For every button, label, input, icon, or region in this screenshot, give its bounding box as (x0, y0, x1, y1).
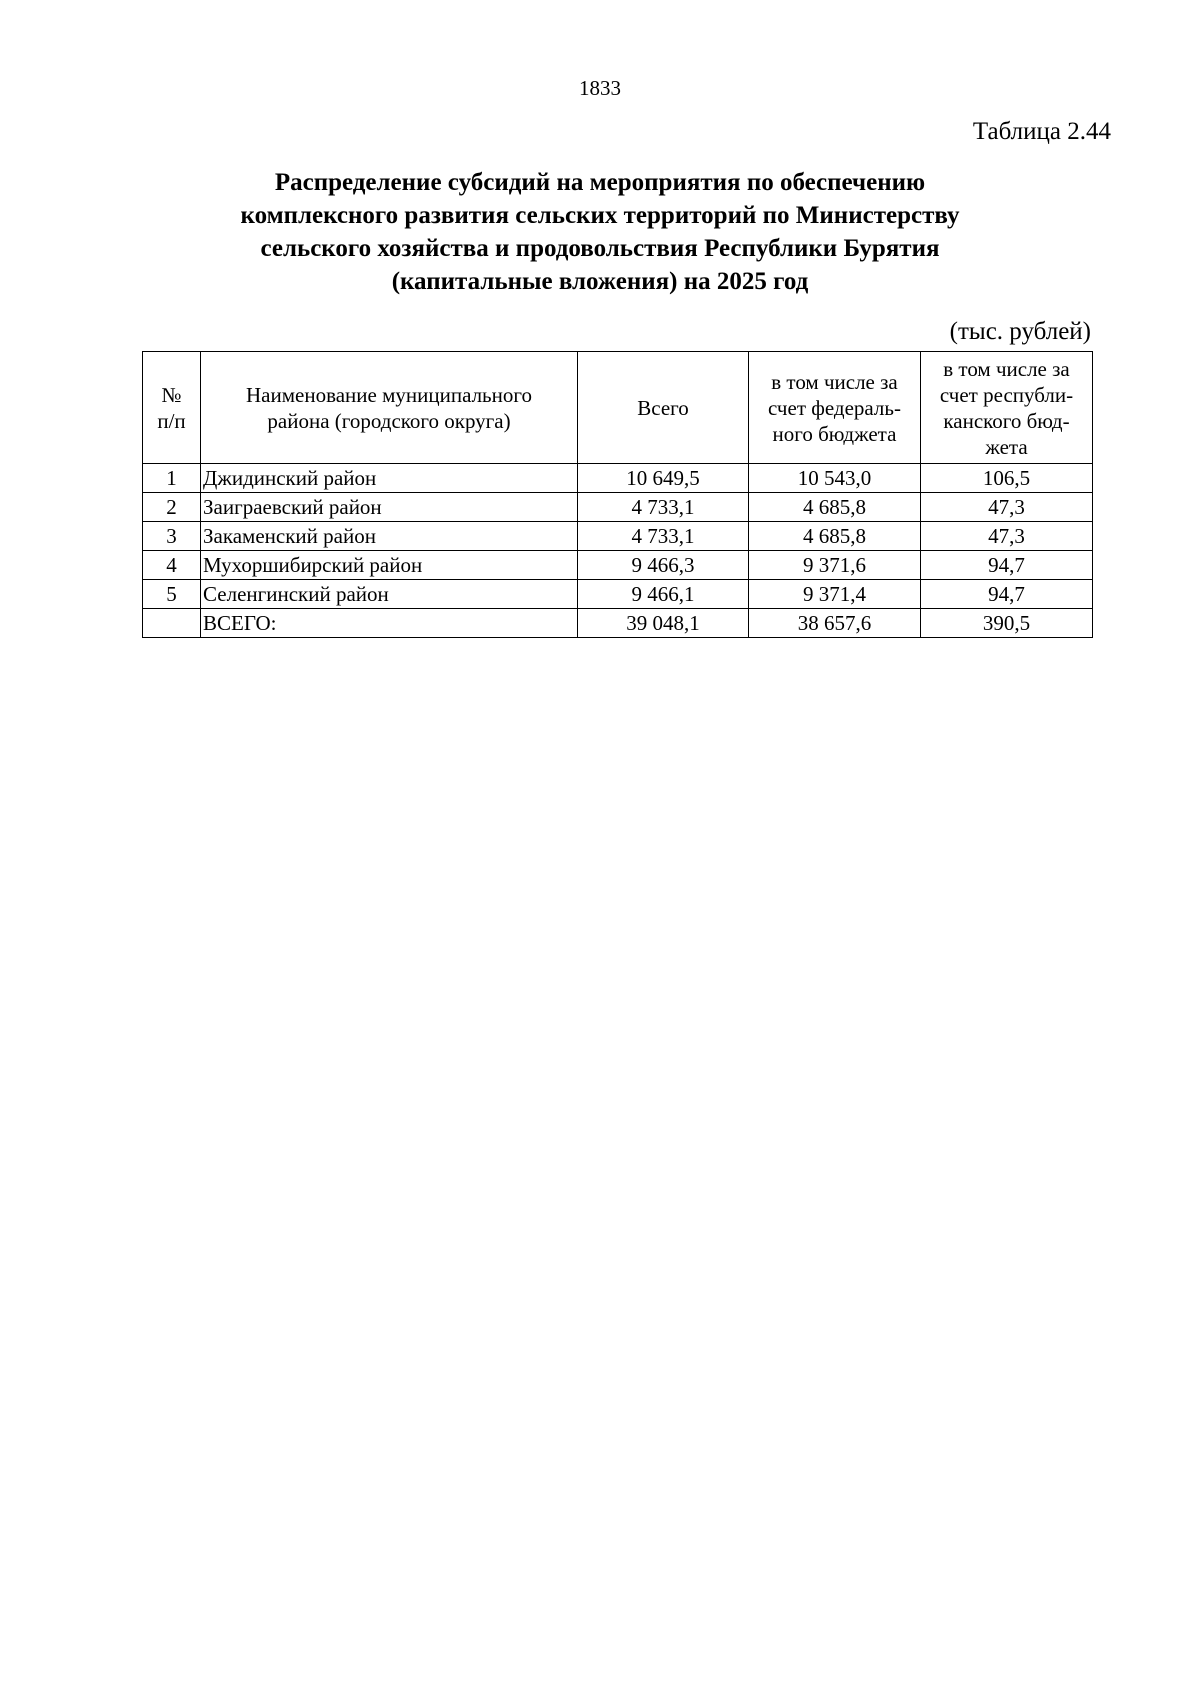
row-republic: 47,3 (921, 522, 1093, 551)
row-district: Мухоршибирский район (201, 551, 578, 580)
row-num: 5 (143, 580, 201, 609)
row-federal: 9 371,4 (749, 580, 921, 609)
row-federal: 9 371,6 (749, 551, 921, 580)
title-line: сельского хозяйства и продовольствия Республики Бурятия (260, 235, 940, 262)
table-row (143, 464, 1093, 493)
row-total: 10 649,5 (578, 464, 749, 493)
total-republic: 390,5 (921, 609, 1093, 638)
row-federal: 4 685,8 (749, 522, 921, 551)
total-num (143, 609, 201, 638)
row-district: Джидинский район (201, 464, 578, 493)
table-row (143, 493, 1093, 522)
title-line: Распределение субсидий на мероприятия по обеспечению (274, 169, 926, 196)
row-republic: 47,3 (921, 493, 1093, 522)
total-label: ВСЕГО: (201, 609, 578, 638)
row-num: 1 (143, 464, 201, 493)
total-sum: 39 048,1 (578, 609, 749, 638)
table-total-row (143, 609, 1093, 638)
units-label: (тыс. рублей) (949, 318, 1091, 345)
row-republic: 106,5 (921, 464, 1093, 493)
title-line: (капитальные вложения) на 2025 год (391, 268, 809, 295)
row-district: Закаменский район (201, 522, 578, 551)
row-republic: 94,7 (921, 551, 1093, 580)
row-federal: 10 543,0 (749, 464, 921, 493)
row-federal: 4 685,8 (749, 493, 921, 522)
header-total: Всего (578, 352, 749, 464)
total-federal: 38 657,6 (749, 609, 921, 638)
row-num: 2 (143, 493, 201, 522)
row-total: 4 733,1 (578, 493, 749, 522)
page-number: 1833 (579, 76, 621, 100)
table-row (143, 551, 1093, 580)
header-num: № п/п (143, 352, 201, 464)
row-num: 3 (143, 522, 201, 551)
row-district: Селенгинский район (201, 580, 578, 609)
row-republic: 94,7 (921, 580, 1093, 609)
table-row (143, 522, 1093, 551)
header-name: Наименование муниципального района (городского округа) (201, 352, 578, 464)
row-num: 4 (143, 551, 201, 580)
row-total: 9 466,1 (578, 580, 749, 609)
row-district: Заиграевский район (201, 493, 578, 522)
header-republic: в том числе за счет республи- канского бюд- жета (921, 352, 1093, 464)
title-line: комплексного развития сельских территорий по Министерству (240, 202, 960, 229)
table-header-row (143, 352, 1093, 464)
subsidy-table (142, 351, 1093, 638)
table-label: Таблица 2.44 (972, 118, 1111, 145)
document-title (150, 166, 1050, 298)
row-total: 9 466,3 (578, 551, 749, 580)
row-total: 4 733,1 (578, 522, 749, 551)
header-federal: в том числе за счет федераль- ного бюджета (749, 352, 921, 464)
table-row (143, 580, 1093, 609)
